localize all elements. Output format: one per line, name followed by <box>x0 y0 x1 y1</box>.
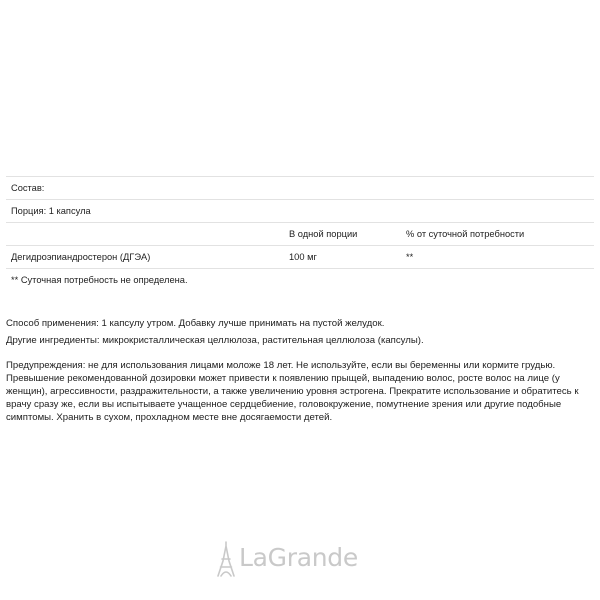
eiffel-tower-icon <box>215 541 237 577</box>
facts-title-row <box>6 177 594 200</box>
serving-row <box>6 200 594 223</box>
column-header-per-serving: В одной порции <box>289 229 358 239</box>
ingredient-name: Дегидроэпиандростерон (ДГЭА) <box>11 252 151 262</box>
other-ingredients: Другие ингредиенты: микрокристаллическая целлюлоза, растительная целлюлоза (капсулы). <box>6 335 424 346</box>
watermark-logo <box>215 539 395 579</box>
warnings: Предупреждения: не для использования лицами моложе 18 лет. Не используйте, если вы беременны или кормите грудью. Превышение рекомендованной дозировки может привести к появлению прыщей, выпадению волос, росте волос на лице (у женщин), агрессивности, раздражительности, а также увеличению уровня эстрогена. Прекратите использование и обратитесь к врачу сразу же, если вы испытываете учащенное сердцебиение, головокружение, помутнение зрения или другие подобные симптомы. Хранить в сухом, прохладном месте вне досягаемости детей. <box>6 360 579 423</box>
column-header-daily-value: % от суточной потребности <box>406 229 525 239</box>
supplement-facts-table <box>6 176 594 291</box>
ingredient-row <box>6 246 594 269</box>
ingredient-daily-value: ** <box>406 252 414 262</box>
serving-size: Порция: 1 капсула <box>11 206 91 216</box>
header-row <box>6 223 594 246</box>
watermark-text: LaGrande <box>239 543 358 572</box>
usage-instructions: Способ применения: 1 капсулу утром. Добавку лучше принимать на пустой желудок. <box>6 318 385 329</box>
footnote-row <box>6 269 594 291</box>
ingredient-amount: 100 мг <box>289 252 317 262</box>
footnote: ** Суточная потребность не определена. <box>11 275 188 285</box>
facts-title: Состав: <box>11 183 45 193</box>
